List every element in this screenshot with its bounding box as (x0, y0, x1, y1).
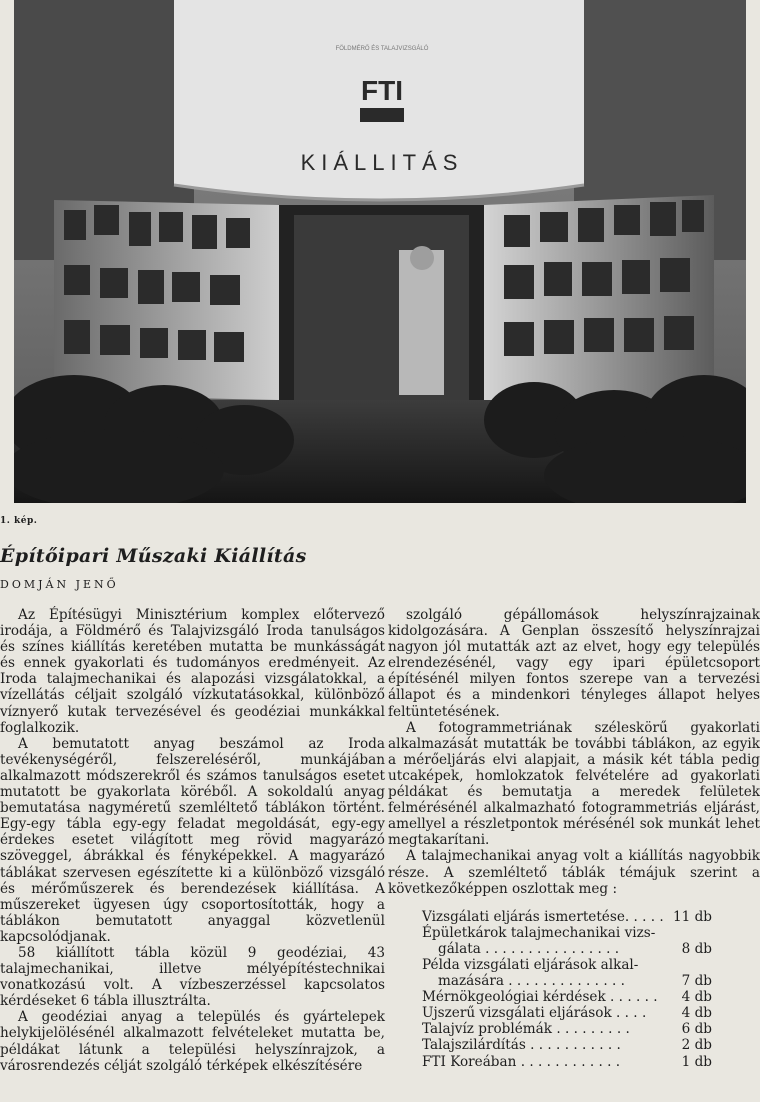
exhibition-photo (14, 0, 746, 503)
list-item-label: Mérnökgeológiai kérdések . . . . . . (422, 989, 658, 1006)
list-item-count: 4 db (681, 989, 712, 1006)
list-item-label: Példa vizsgálati eljárások alkal- (422, 956, 639, 973)
list-item (422, 1054, 712, 1070)
exhibition-photo-drawing (14, 0, 746, 503)
list-item (422, 1037, 712, 1053)
sign-logo-base (360, 108, 404, 122)
right-column (388, 607, 760, 1070)
list-item (422, 909, 712, 925)
list-item (422, 989, 712, 1005)
figure-caption: 1. kép. (0, 516, 38, 526)
list-item-count: 11 db (672, 908, 712, 925)
sign-word-text: KIÁLLITÁS (300, 150, 464, 175)
list-item-label: Épületkárok talajmechanikai vizs- (422, 924, 656, 941)
list-item-label: Talajszilárdítás . . . . . . . . . . . (422, 1037, 621, 1054)
list-item-label: Vizsgálati eljárás ismertetése. . . . . (422, 908, 664, 925)
list-item (422, 925, 712, 957)
list-item-label: Talajvíz problémák . . . . . . . . . (422, 1021, 630, 1038)
list-item-count: 4 db (681, 1005, 712, 1022)
list-item-count: 8 db (681, 940, 712, 957)
panel-topic-list (422, 909, 712, 1070)
sign-top-text: FÖLDMÉRŐ ÉS TALAJVIZSGÁLÓ (335, 46, 429, 52)
list-item-label-continuation: gálata . . . . . . . . . . . . . . . . (438, 940, 620, 957)
list-item-count: 1 db (681, 1053, 712, 1070)
sign-logo-text: FTI (361, 75, 403, 106)
paragraph: A geodéziai anyag a település és gyártelepek helykijelölésénél alkalmazott felvételeket mutatta be, példákat látunk a települési helyszínrajzok, a városrendezés célját szolgáló térképek elkészítésére (0, 1009, 385, 1074)
list-item (422, 957, 712, 989)
list-item (422, 1005, 712, 1021)
paragraph: Az Építésügyi Minisztérium komplex előtervező irodája, a Földmérő és Talajvizsgáló Iroda tanulságos és színes kiállítás keretében mutatta be munkásságát és ennek gyakorlati és tudományos eredményeit. Az Iroda talajmechanikai és alapozási vizsgálatokkal, a vízellátás céljait szolgáló vízkutatásokkal, különböző víznyerő kutak tervezésével és geodéziai munkákkal foglalkozik. (0, 607, 385, 736)
list-item-count: 6 db (681, 1021, 712, 1038)
paragraph: A talajmechanikai anyag volt a kiállítás nagyobbik része. A szemléltető táblák témájuk szerint a következőképpen oszlottak meg : (388, 848, 760, 897)
list-item (422, 1021, 712, 1037)
paragraph: A fotogrammetriának széleskörű gyakorlati alkalmazását mutatták be további táblákon, az egyik a mérőeljárás elvi alapjait, a másik két tábla pedig utcaképek, homlokzatok felvételére ad gyakorlati példákat és bemutatja a meredek felületek felmérésénél alkalmazható fotogrammetriás eljárást, amellyel a részletpontok mérésénél sok munkát lehet megtakarítani. (388, 719, 760, 849)
paragraph: szolgáló gépállomások helyszínrajzainak kidolgozására. A Genplan összesítő helyszínrajzai nagyon jól mutatták azt az elvet, hogy egy település elrendezésénél, vagy egy ipari épületcsoport építésénél milyen fontos szerepe van a tervezési állapot és a mindenkori tényleges állapot helyes feltüntetésének. (388, 607, 760, 720)
article-title: Építőipari Műszaki Kiállítás (0, 545, 307, 567)
list-item-label: Ujszerű vizsgálati eljárások . . . . (422, 1005, 647, 1022)
list-item-label-continuation: mazására . . . . . . . . . . . . . . (438, 973, 625, 990)
list-item-label: FTI Koreában . . . . . . . . . . . . (422, 1053, 621, 1070)
left-column (0, 607, 385, 1074)
paragraph: A bemutatott anyag beszámol az Iroda tevékenységéről, felszereléséről, munkájában alkalmazott módszerekről és számos tanulságos esetet mutatott be gyakorlata köréből. A sokoldalú anyag bemutatása nagyméretű szemléltető táblákon történt. Egy-egy tábla egy-egy feladat megoldását, egy-egy érdekes esetet világított meg rövid magyarázó szöveggel, ábrákkal és fényképekkel. A magyarázó táblákat szervesen egészítette ki a különböző vizsgáló és mérőműszerek és berendezések kiállítása. A műszereket ügyesen úgy csoportosították, hogy a táblákon bemutatott anyaggal közvetlenül kapcsolódjanak. (0, 735, 385, 945)
list-item-count: 7 db (681, 973, 712, 990)
article-author: DOMJÁN JENŐ (0, 578, 119, 591)
paragraph: 58 kiállított tábla közül 9 geodéziai, 43 talajmechanikai, illetve mélyépítéstechnikai vonatkozású volt. A vízbeszerzéssel kapcsolatos kérdéseket 6 tábla illusztrálta. (0, 944, 385, 1010)
list-item-count: 2 db (681, 1037, 712, 1054)
